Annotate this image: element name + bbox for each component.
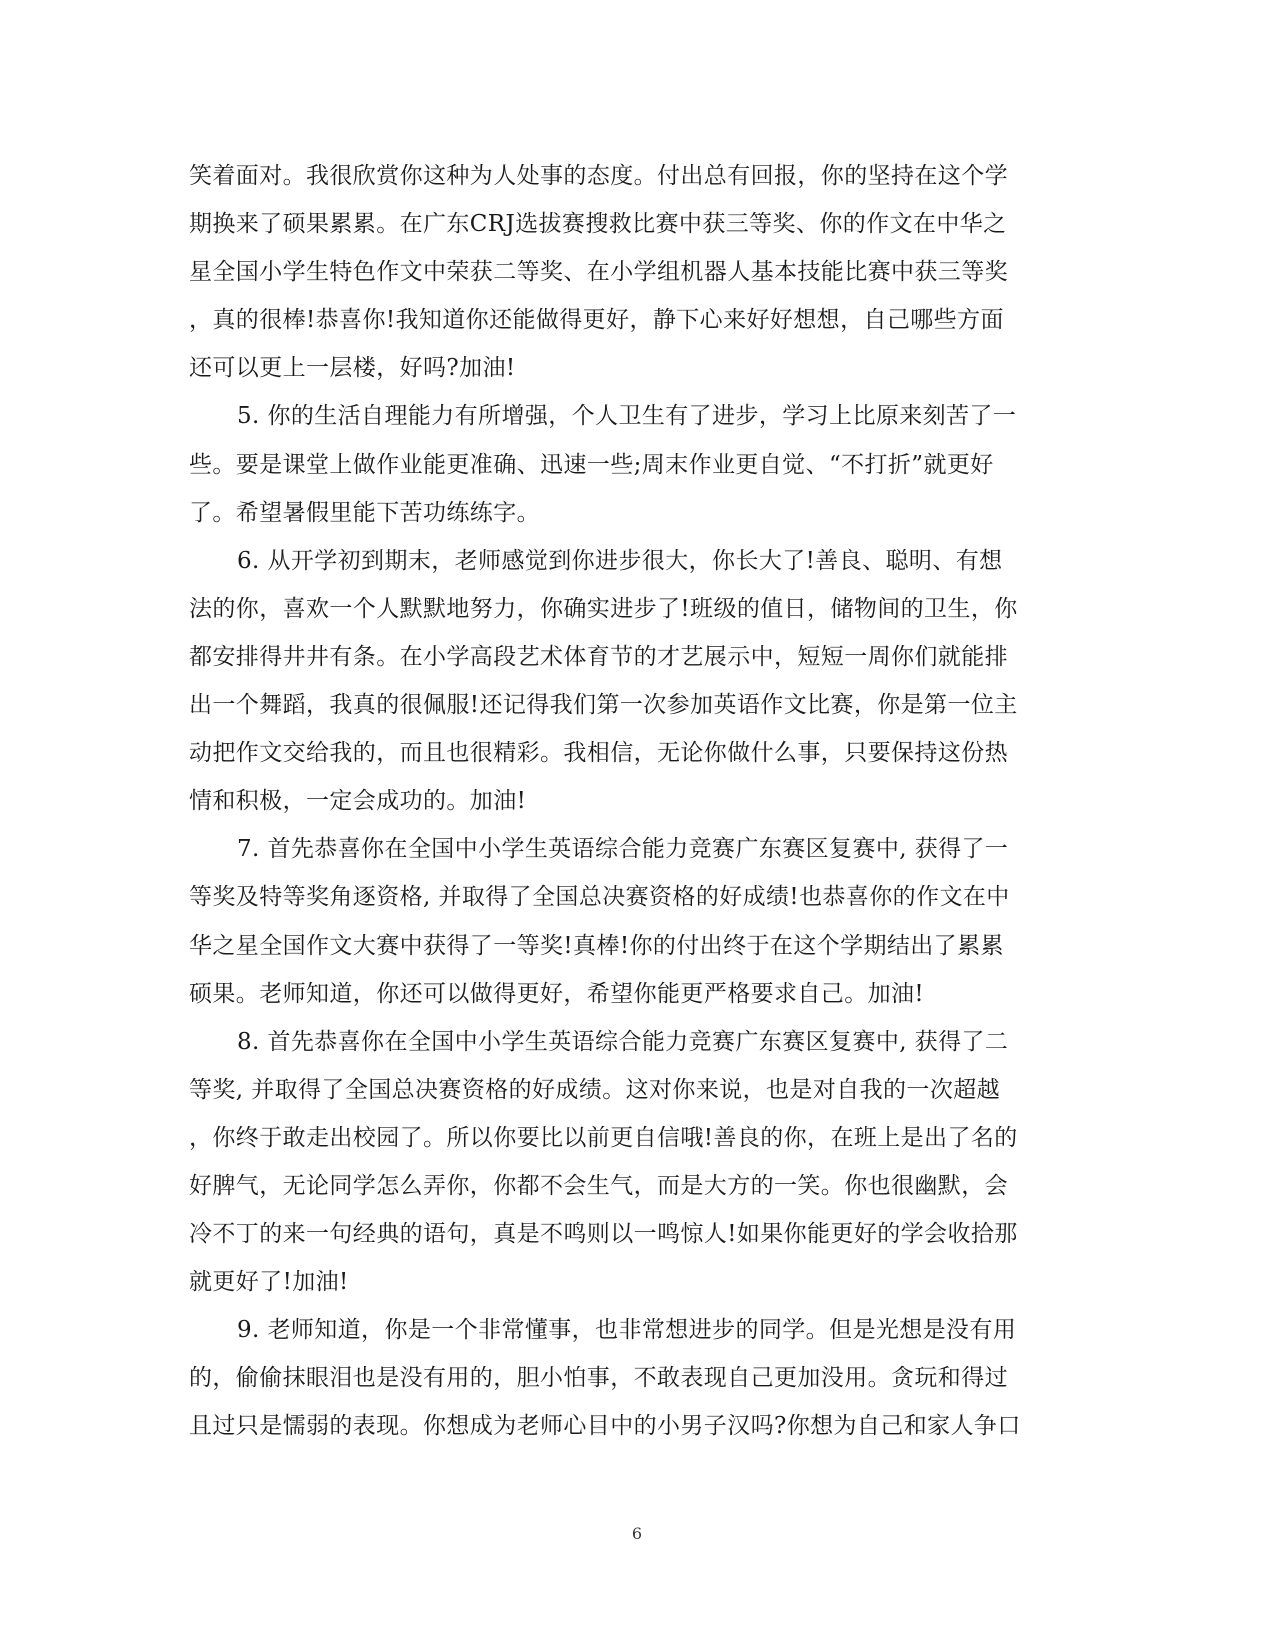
text-line: 期换来了硕果累累。在广东CRJ选拔赛搜救比赛中获三等奖、你的作文在中华之 [189,211,1007,238]
text-line: 硕果。老师知道，你还可以做得更好，希望你能更严格要求自己。加油! [189,980,925,1007]
document-body [189,152,1069,1451]
text-line: 好脾气，无论同学怎么弄你，你都不会生气，而是大方的一笑。你也很幽默，会 [189,1172,1008,1199]
text-line: 动把作文交给我的，而且也很精彩。我相信，无论你做什么事，只要保持这份热 [189,740,1008,767]
paragraph-start-line: 9. 老师知道，你是一个非常懂事，也非常想进步的同学。但是光想是没有用 [237,1317,1017,1344]
paragraph-start-line: 8. 首先恭喜你在全国中小学生英语综合能力竞赛广东赛区复赛中, 获得了二 [237,1028,1009,1055]
page-number: 6 [631,1524,643,1543]
text-line: 等奖及特等奖角逐资格, 并取得了全国总决赛资格的好成绩!也恭喜你的作文在中 [189,884,1010,911]
text-line: ，你终于敢走出校园了。所以你要比以前更自信哦!善良的你，在班上是出了名的 [189,1124,1018,1151]
paragraph-start-line: 6. 从开学初到期末，老师感觉到你进步很大，你长大了!善良、聪明、有想 [237,547,1003,574]
text-line: 笑着面对。我很欣赏你这种为人处事的态度。付出总有回报，你的坚持在这个学 [189,163,1008,189]
text-line: 星全国小学生特色作文中荣获二等奖、在小学组机器人基本技能比赛中获三等奖 [189,259,1008,286]
paragraph-start-line: 7. 首先恭喜你在全国中小学生英语综合能力竞赛广东赛区复赛中, 获得了一 [237,836,1009,863]
text-line: 了。希望暑假里能下苦功练练字。 [189,499,540,526]
text-line: 等奖, 并取得了全国总决赛资格的好成绩。这对你来说，也是对自我的一次超越 [189,1076,1001,1103]
text-line: 华之星全国作文大赛中获得了一等奖!真棒!你的付出终于在这个学期结出了累累 [189,932,1004,959]
text-line: 出一个舞蹈，我真的很佩服!还记得我们第一次参加英语作文比赛，你是第一位主 [189,692,1018,719]
text-line: 还可以更上一层楼，好吗?加油! [189,355,516,382]
text-line: 些。要是课堂上做作业能更准确、迅速一些;周末作业更自觉、“不打折”就更好 [189,451,994,478]
text-line: 就更好了!加油! [189,1269,349,1296]
text-line: 且过只是懦弱的表现。你想成为老师心目中的小男子汉吗?你想为自己和家人争口 [189,1413,1021,1440]
text-line: ，真的很棒!恭喜你!我知道你还能做得更好，静下心来好好想想，自己哪些方面 [189,307,1004,334]
text-line: 的，偷偷抹眼泪也是没有用的，胆小怕事，不敢表现自己更加没用。贪玩和得过 [189,1365,1008,1392]
text-line: 情和积极，一定会成功的。加油! [189,788,527,815]
text-line: 都安排得井井有条。在小学高段艺术体育节的才艺展示中，短短一周你们就能排 [189,643,1008,670]
text-line: 法的你，喜欢一个人默默地努力，你确实进步了!班级的值日，储物间的卫生，你 [189,595,1018,622]
paragraph-start-line: 5. 你的生活自理能力有所增强，个人卫生有了进步，学习上比原来刻苦了一 [237,403,1017,430]
text-line: 冷不丁的来一句经典的语句，真是不鸣则以一鸣惊人!如果你能更好的学会收拾那 [189,1221,1018,1248]
